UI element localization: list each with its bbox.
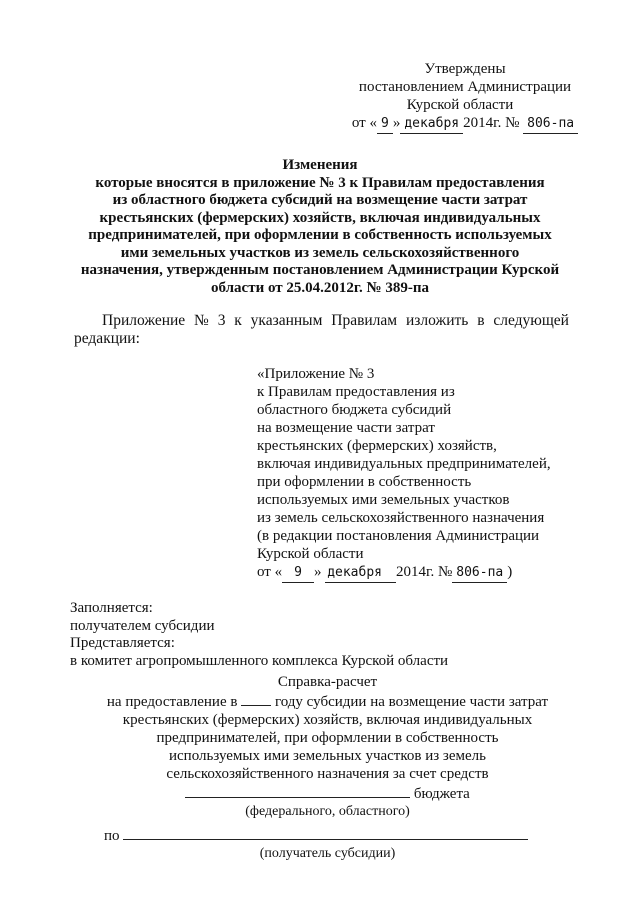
budget-blank-field[interactable] <box>185 783 410 798</box>
heading-line: из областного бюджета субсидий на возмещение части затрат <box>112 192 528 208</box>
appendix-line: используемых ими земельных участков <box>257 492 510 508</box>
calc-line-2: крестьянских (фермерских) хозяйств, включая индивидуальных <box>122 712 533 728</box>
fill-instructions <box>70 600 448 670</box>
heading-line: Изменения <box>282 157 358 173</box>
fill-line-4: в комитет агропромышленного комплекса Курской области <box>70 652 449 669</box>
heading-line: ими земельных участков из земель сельскохозяйственного <box>120 244 520 261</box>
appendix-line: к Правилам предоставления из <box>257 384 455 400</box>
calc-line-5: сельскохозяйственного назначения за счет средств <box>166 766 489 782</box>
appendix-line: «Приложение № 3 <box>257 366 375 382</box>
intro-line-2: редакции: <box>74 330 140 347</box>
calc-line-4: используемых ими земельных участков из земель <box>169 748 486 764</box>
appendix-day: 9 <box>282 564 314 583</box>
fill-line-2: получателем субсидии <box>70 617 215 634</box>
approval-month: декабря <box>400 115 463 134</box>
approval-date: от « 9 » декабря 2014г. № 806-па <box>345 114 585 134</box>
calc-line-1: на предоставление в году субсидии на возмещение части затрат <box>70 691 585 711</box>
year-blank-field[interactable] <box>241 691 271 706</box>
approval-number: 806-па <box>523 115 578 134</box>
calculation-form <box>70 673 585 863</box>
appendix-line: крестьянских (фермерских) хозяйств, <box>257 438 497 454</box>
approval-line-1: Утверждены <box>424 61 506 77</box>
approval-block <box>345 60 585 134</box>
appendix-month: декабря <box>325 564 396 583</box>
heading-line: области от 25.04.2012г. № 389-па <box>211 279 429 296</box>
calc-title: Справка-расчет <box>277 674 378 690</box>
approval-line-3: Курской области <box>406 97 514 113</box>
heading-line: предпринимателей, при оформлении в собственность используемых <box>88 227 552 243</box>
heading-line: назначения, утвержденным постановлением Администрации Курской <box>80 262 560 278</box>
appendix-line: при оформлении в собственность <box>257 474 472 490</box>
appendix-line: включая индивидуальных предпринимателей, <box>257 456 551 472</box>
heading-line: крестьянских (фермерских) хозяйств, включая индивидуальных <box>99 209 541 226</box>
intro-paragraph <box>74 312 569 348</box>
appendix-header-block <box>257 365 577 583</box>
calc-line-7: (федерального, областного) <box>245 804 410 819</box>
calc-line-3: предпринимателей, при оформлении в собственность <box>156 730 499 746</box>
recipient-blank-field[interactable] <box>123 825 528 840</box>
appendix-date: от « 9 » декабря 2014г. № 806-па ) <box>257 563 577 583</box>
approval-day: 9 <box>377 115 393 134</box>
calc-line-6: бюджета <box>70 783 585 803</box>
calc-line-9: (получатель субсидии) <box>259 846 396 861</box>
appendix-line: областного бюджета субсидий <box>257 402 452 418</box>
appendix-line: из земель сельскохозяйственного назначения <box>257 510 545 526</box>
appendix-number: 806-па <box>452 564 507 583</box>
document-heading <box>60 157 580 297</box>
fill-line-1: Заполняется: <box>70 600 153 616</box>
appendix-line: (в редакции постановления Администрации <box>257 528 540 544</box>
approval-line-2: постановлением Администрации <box>358 79 572 95</box>
heading-line: которые вносятся в приложение № 3 к Правилам предоставления <box>95 174 545 191</box>
intro-line-1: Приложение № 3 к указанным Правилам изложить в следующей <box>102 312 569 329</box>
appendix-line: на возмещение части затрат <box>257 420 435 436</box>
fill-line-3: Представляется: <box>70 635 175 651</box>
calc-line-8: по <box>70 825 585 845</box>
appendix-line: Курской области <box>257 546 364 562</box>
